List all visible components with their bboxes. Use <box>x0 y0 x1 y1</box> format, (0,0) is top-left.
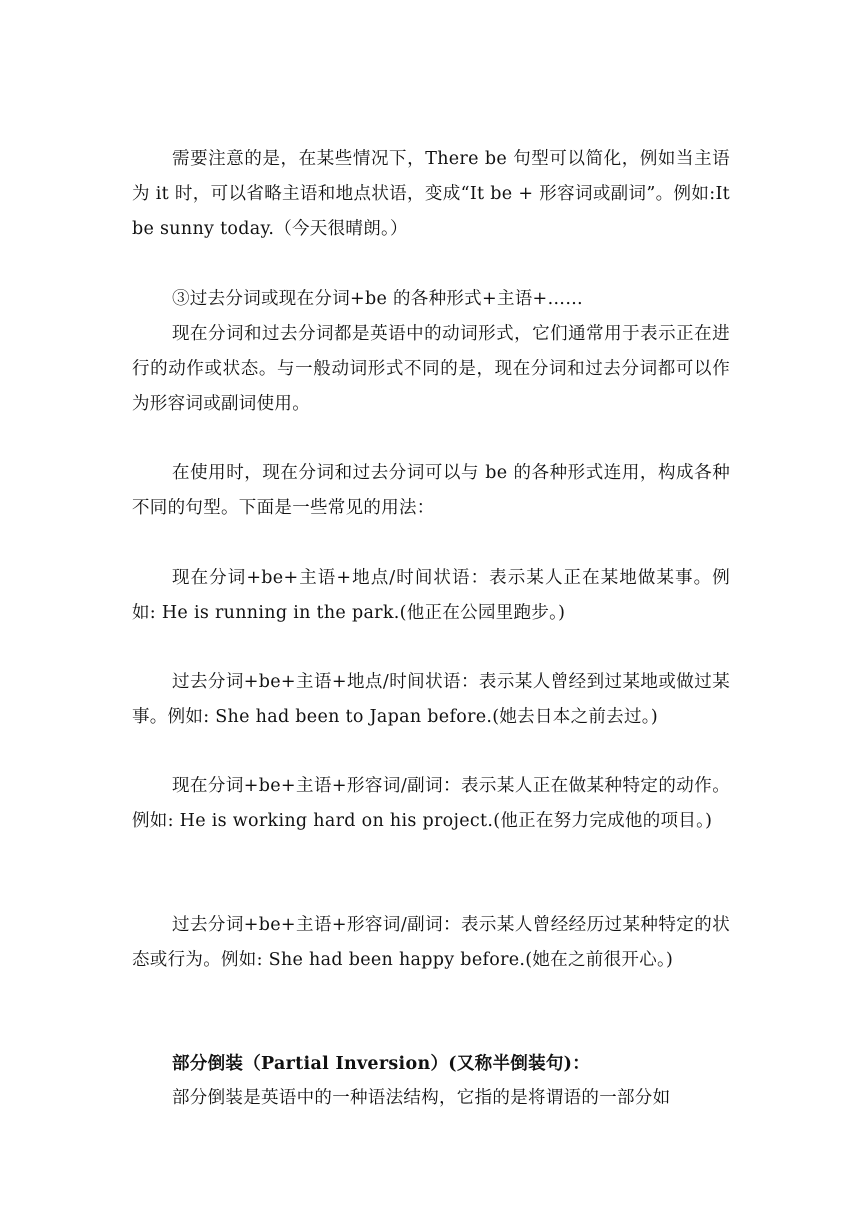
paragraph-usage-intro: 在使用时，现在分词和过去分词可以与 be 的各种形式连用，构成各种不同的句型。下面是一些常见的用法： <box>132 463 730 518</box>
paragraph-past-participle-adj: 过去分词+be+主语+形容词/副词：表示某人曾经经历过某种特定的状态或行为。例如: She had been happy before.(她在之前很开心。) <box>132 915 730 970</box>
section-heading-partial-inversion: 部分倒装（Partial Inversion）(又称半倒装句)： <box>172 1054 591 1074</box>
paragraph-present-participle-place: 现在分词+be+主语+地点/时间状语：表示某人正在某地做某事。例如: He is running in the park.(他正在公园里跑步。) <box>132 568 730 623</box>
paragraph-participles-intro: 现在分词和过去分词都是英语中的动词形式，它们通常用于表示正在进行的动作或状态。与一般动词形式不同的是，现在分词和过去分词都可以作为形容词或副词使用。 <box>132 324 730 414</box>
paragraph-present-participle-adj: 现在分词+be+主语+形容词/副词：表示某人正在做某种特定的动作。例如: He is working hard on his project.(他正在努力完成他的项目。) <box>132 776 730 831</box>
paragraph-pattern-3-heading: ③过去分词或现在分词+be 的各种形式+主语+…… <box>172 289 584 309</box>
paragraph-there-be-simplification: 需要注意的是，在某些情况下，There be 句型可以简化，例如当主语为 it 时，可以省略主语和地点状语，变成“It be + 形容词或副词”。例如:It be sunny today.（今天很晴朗。） <box>132 149 730 239</box>
paragraph-partial-inversion-intro: 部分倒装是英语中的一种语法结构，它指的是将谓语的一部分如 <box>172 1088 671 1108</box>
paragraph-past-participle-place: 过去分词+be+主语+地点/时间状语：表示某人曾经到过某地或做过某事。例如: She had been to Japan before.(她去日本之前去过。) <box>132 672 730 727</box>
